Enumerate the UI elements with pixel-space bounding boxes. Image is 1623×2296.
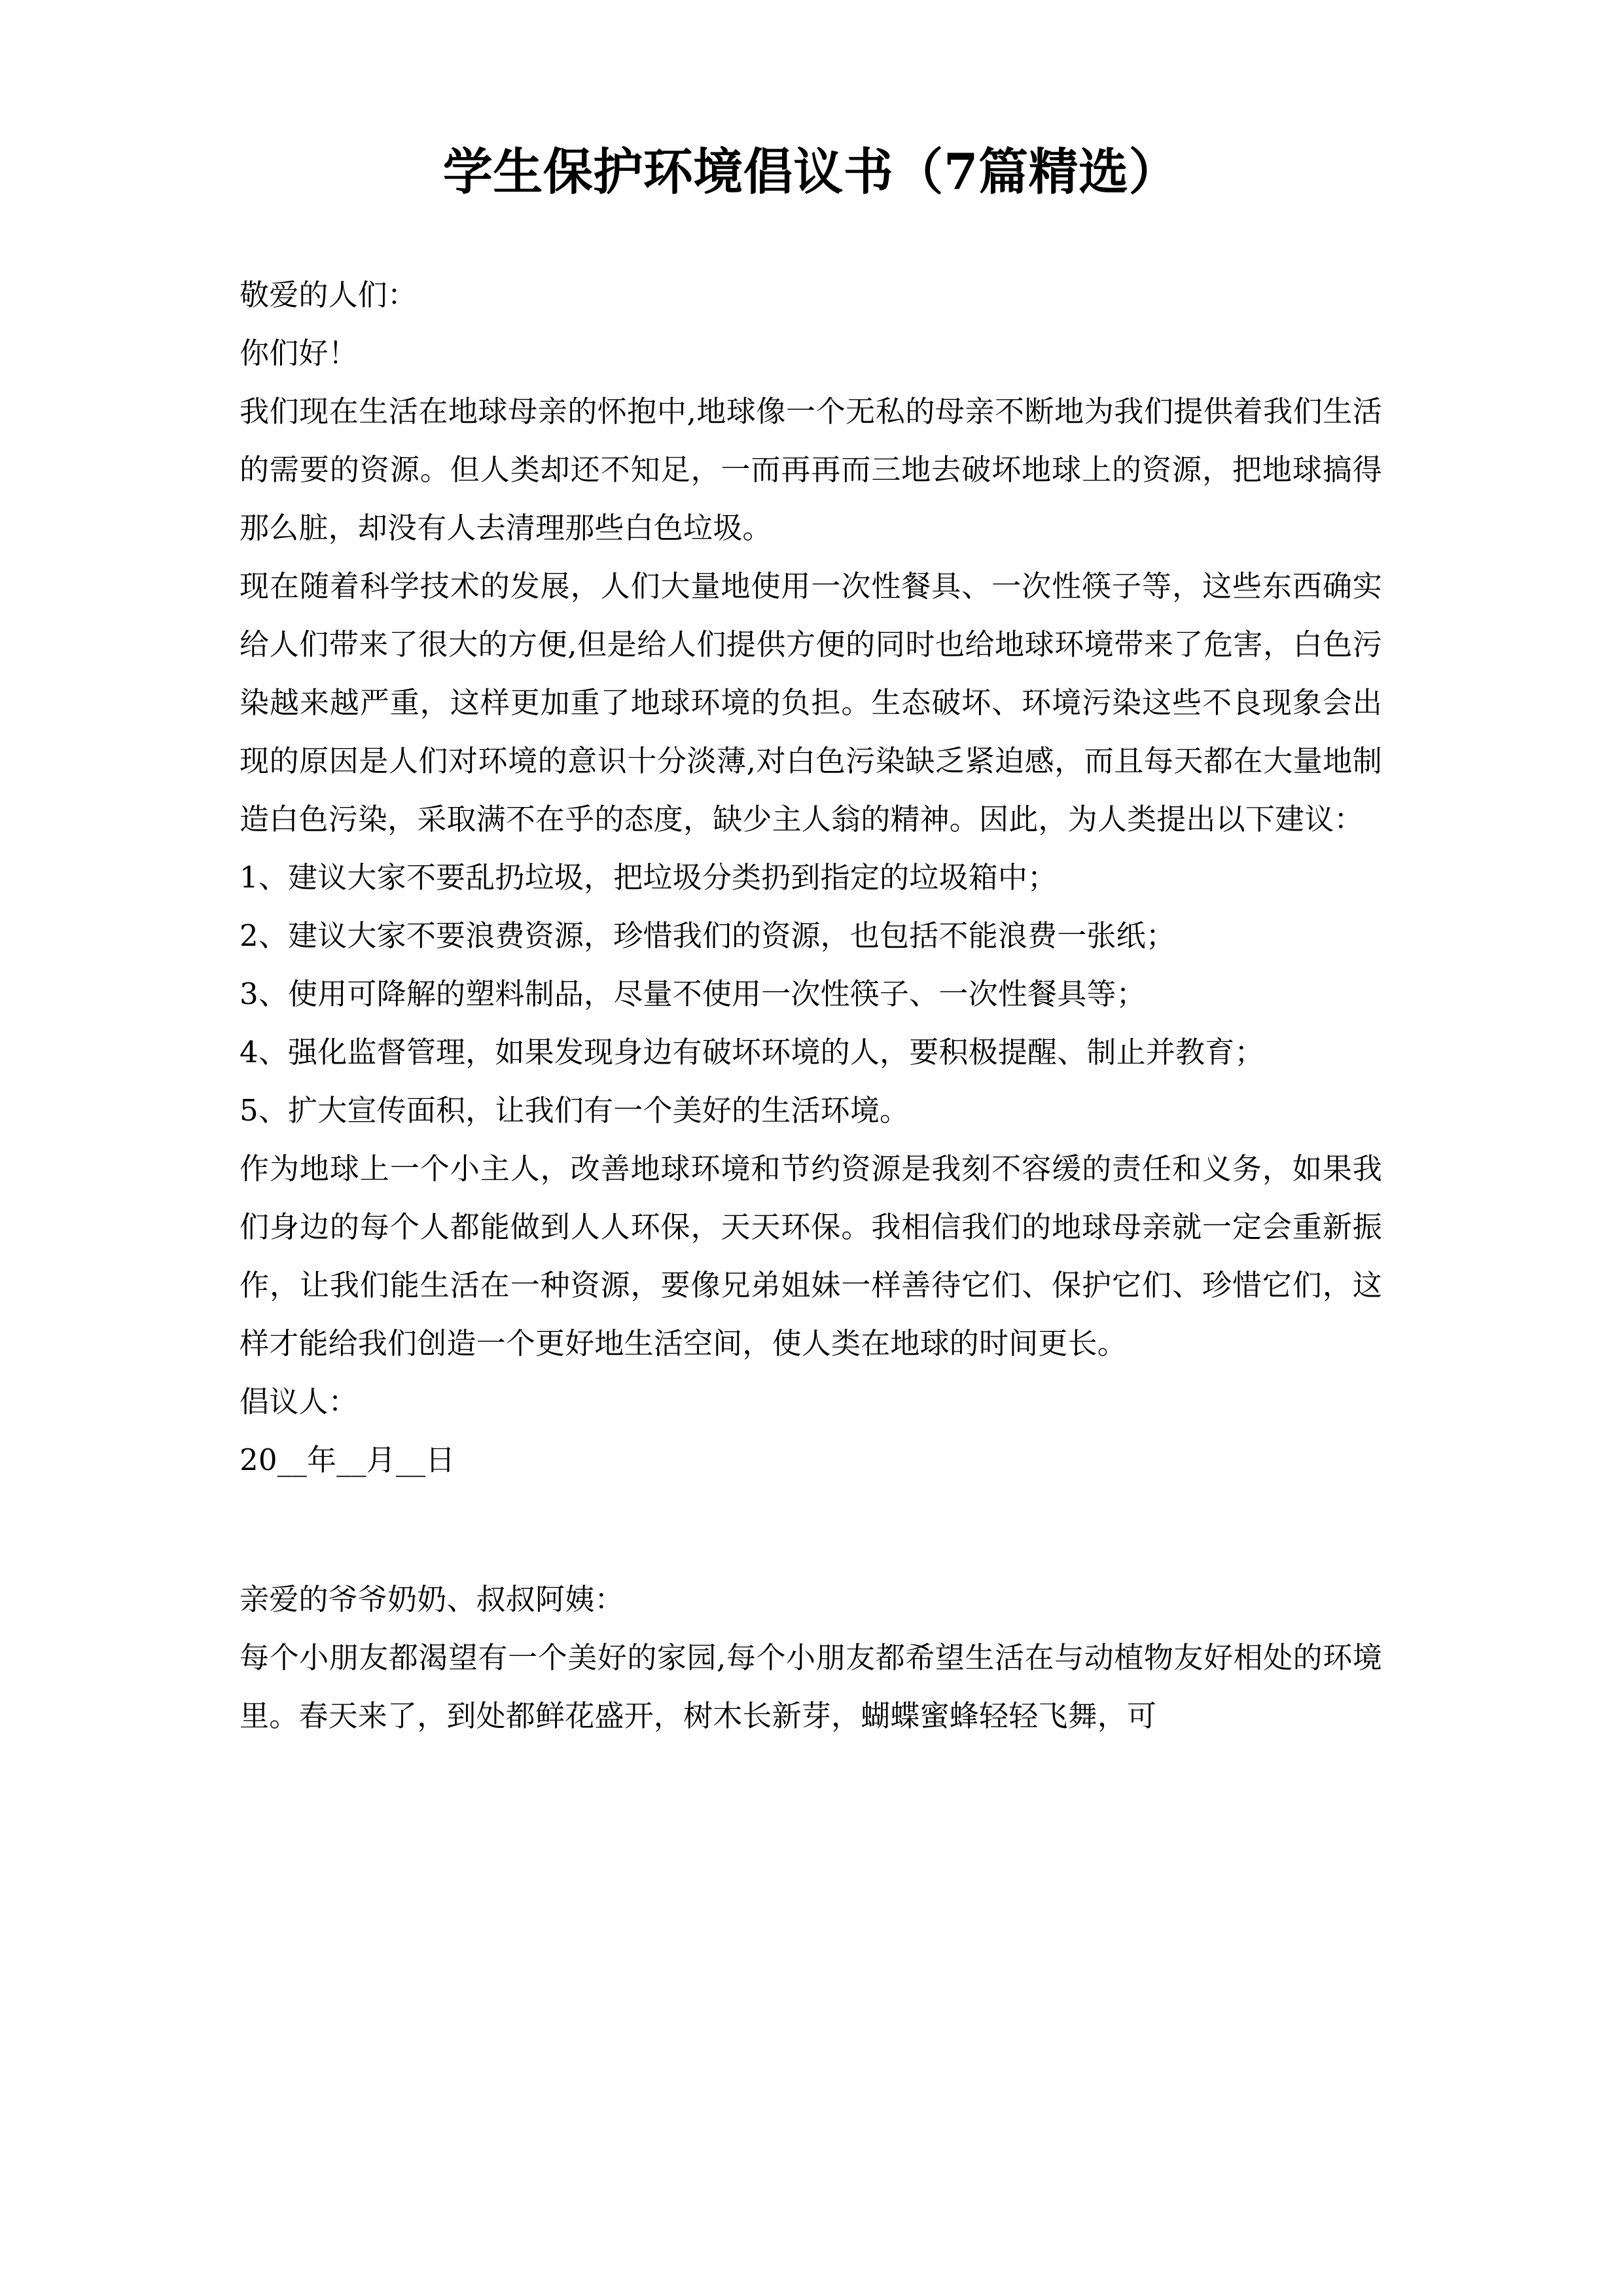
letter-two-paragraph-1: 每个小朋友都渴望有一个美好的家园,每个小朋友都希望生活在与动植物友好相处的环境里。春天来了，到处都鲜花盛开，树木长新芽，蝴蝶蜜蜂轻轻飞舞，可	[240, 1640, 1382, 1733]
letter-one	[240, 266, 1382, 1489]
page-title: 学生保护环境倡议书（7篇精选）	[442, 143, 1179, 201]
letter-two-salutation: 亲爱的爷爷奶奶、叔叔阿姨：	[240, 1581, 624, 1617]
letter-one-suggestion-1: 1、建议大家不要乱扔垃圾，把垃圾分类扔到指定的垃圾箱中；	[240, 859, 1058, 895]
letter-separator	[240, 1489, 1382, 1570]
letter-one-greeting: 你们好！	[240, 335, 358, 370]
letter-one-paragraph-2: 现在随着科学技术的发展，人们大量地使用一次性餐具、一次性筷子等，这些东西确实给人们带来了很大的方便,但是给人们提供方便的同时也给地球环境带来了危害，白色污染越来越严重，这样更加重了地球环境的负担。生态破坏、环境污染这些不良现象会出现的原因是人们对环境的意识十分淡薄,对白色污染缺乏紧迫感，而且每天都在大量地制造白色污染，采取满不在乎的态度，缺少主人翁的精神。因此，为人类提出以下建议：	[240, 568, 1382, 836]
letter-one-paragraph-1: 我们现在生活在地球母亲的怀抱中,地球像一个无私的母亲不断地为我们提供着我们生活的需要的资源。但人类却还不知足，一而再再而三地去破坏地球上的资源，把地球搞得那么脏，却没有人去清理那些白色垃圾。	[240, 393, 1382, 545]
letter-one-signature-label: 倡议人：	[240, 1384, 358, 1419]
document-content-column	[240, 0, 1382, 1745]
letter-one-closing-paragraph: 作为地球上一个小主人，改善地球环境和节约资源是我刻不容缓的责任和义务，如果我们身边的每个人都能做到人人环保，天天环保。我相信我们的地球母亲就一定会重新振作，让我们能生活在一种资源，要像兄弟姐妹一样善待它们、保护它们、珍惜它们，这样才能给我们创造一个更好地生活空间，使人类在地球的时间更长。	[240, 1151, 1382, 1361]
letter-two	[240, 1570, 1382, 1745]
letter-one-salutation: 敬爱的人们：	[240, 277, 418, 312]
letter-one-suggestion-2: 2、建议大家不要浪费资源，珍惜我们的资源，也包括不能浪费一张纸；	[240, 918, 1176, 953]
letter-one-suggestion-3: 3、使用可降解的塑料制品，尽量不使用一次性筷子、一次性餐具等；	[240, 976, 1146, 1011]
letter-one-suggestion-4: 4、强化监督管理，如果发现身边有破坏环境的人，要积极提醒、制止并教育；	[240, 1034, 1264, 1069]
letter-one-suggestion-5: 5、扩大宣传面积，让我们有一个美好的生活环境。	[240, 1092, 910, 1128]
letter-one-date-line: 20__年__月__日	[240, 1442, 455, 1477]
